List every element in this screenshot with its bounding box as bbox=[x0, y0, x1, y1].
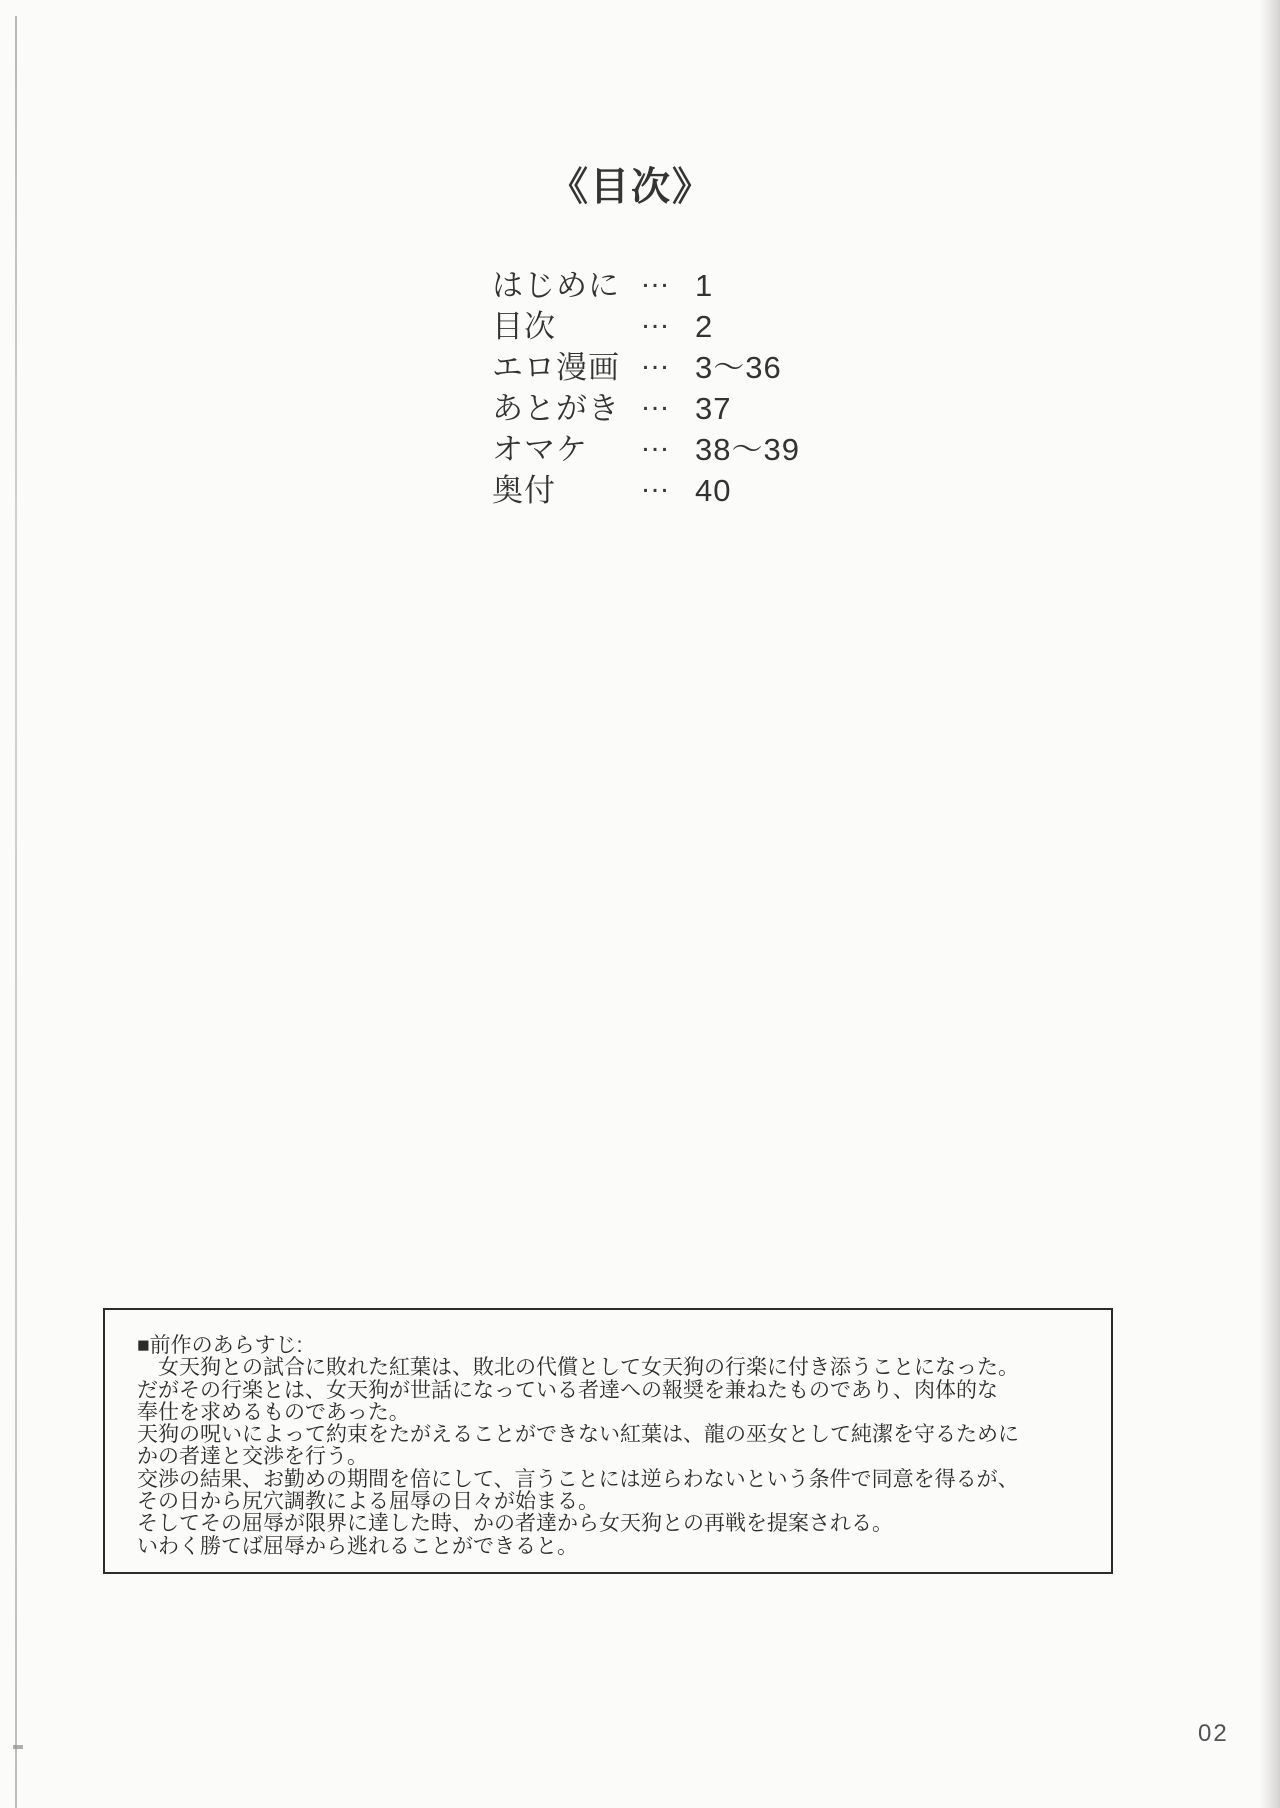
synopsis-line: そしてその屈辱が限界に達した時、かの者達から女天狗との再戦を提案される。 bbox=[137, 1512, 893, 1536]
toc-entry-pages: 1 bbox=[695, 268, 714, 303]
toc-entry-label: はじめに bbox=[492, 268, 620, 303]
toc-entry-label: エロ漫画 bbox=[492, 350, 620, 385]
synopsis-line: 天狗の呪いによって約束をたがえることができない紅葉は、龍の巫女として純潔を守るために bbox=[137, 1423, 1019, 1447]
synopsis-line: 交渉の結果、お勤めの期間を倍にして、言うことには逆らわないという条件で同意を得るが、 bbox=[137, 1467, 1019, 1491]
toc-entry-pages: 3～36 bbox=[695, 350, 782, 385]
previous-work-synopsis-box bbox=[103, 1308, 1113, 1574]
synopsis-text bbox=[137, 1335, 1099, 1558]
toc-entry-label: 奥付 bbox=[492, 473, 556, 508]
toc-entry-label: オマケ bbox=[492, 432, 588, 467]
toc-entry-dots: … bbox=[640, 466, 672, 499]
synopsis-line: 女天狗との試合に敗れた紅葉は、敗北の代償として女天狗の行楽に付き添うことになった。 bbox=[137, 1356, 1019, 1380]
toc-entry-dots: … bbox=[640, 302, 672, 335]
scan-right-edge-shadow bbox=[1260, 0, 1280, 1808]
synopsis-line: 奉仕を求めるものであった。 bbox=[137, 1400, 410, 1424]
synopsis-line: かの者達と交渉を行う。 bbox=[137, 1445, 368, 1469]
table-of-contents bbox=[492, 260, 800, 506]
synopsis-line: だがその行楽とは、女天狗が世話になっている者達への報奨を兼ねたものであり、肉体的な bbox=[137, 1378, 998, 1402]
toc-entry-label: あとがき bbox=[492, 391, 620, 426]
toc-entry-pages: 38～39 bbox=[695, 432, 800, 467]
toc-row bbox=[492, 301, 800, 342]
toc-row bbox=[492, 465, 800, 506]
toc-row bbox=[492, 342, 800, 383]
toc-entry-dots: … bbox=[640, 261, 672, 294]
synopsis-heading: ■前作のあらすじ: bbox=[137, 1334, 303, 1357]
toc-entry-pages: 40 bbox=[695, 473, 732, 508]
scan-left-edge-line bbox=[15, 16, 17, 1808]
toc-entry-dots: … bbox=[640, 343, 672, 376]
scan-speck bbox=[13, 1745, 23, 1749]
toc-entry-pages: 37 bbox=[695, 391, 732, 426]
toc-entry-label: 目次 bbox=[492, 309, 556, 344]
toc-row bbox=[492, 424, 800, 465]
toc-entry-pages: 2 bbox=[695, 309, 714, 344]
page-number: 02 bbox=[1198, 1720, 1229, 1747]
toc-row bbox=[492, 383, 800, 424]
page-title: 《目次》 bbox=[548, 166, 713, 209]
synopsis-line: いわく勝てば屈辱から逃れることができると。 bbox=[137, 1534, 578, 1558]
toc-row bbox=[492, 260, 800, 301]
toc-entry-dots: … bbox=[640, 425, 672, 458]
toc-entry-dots: … bbox=[640, 384, 672, 417]
synopsis-line: その日から尻穴調教による屈辱の日々が始まる。 bbox=[137, 1490, 599, 1514]
